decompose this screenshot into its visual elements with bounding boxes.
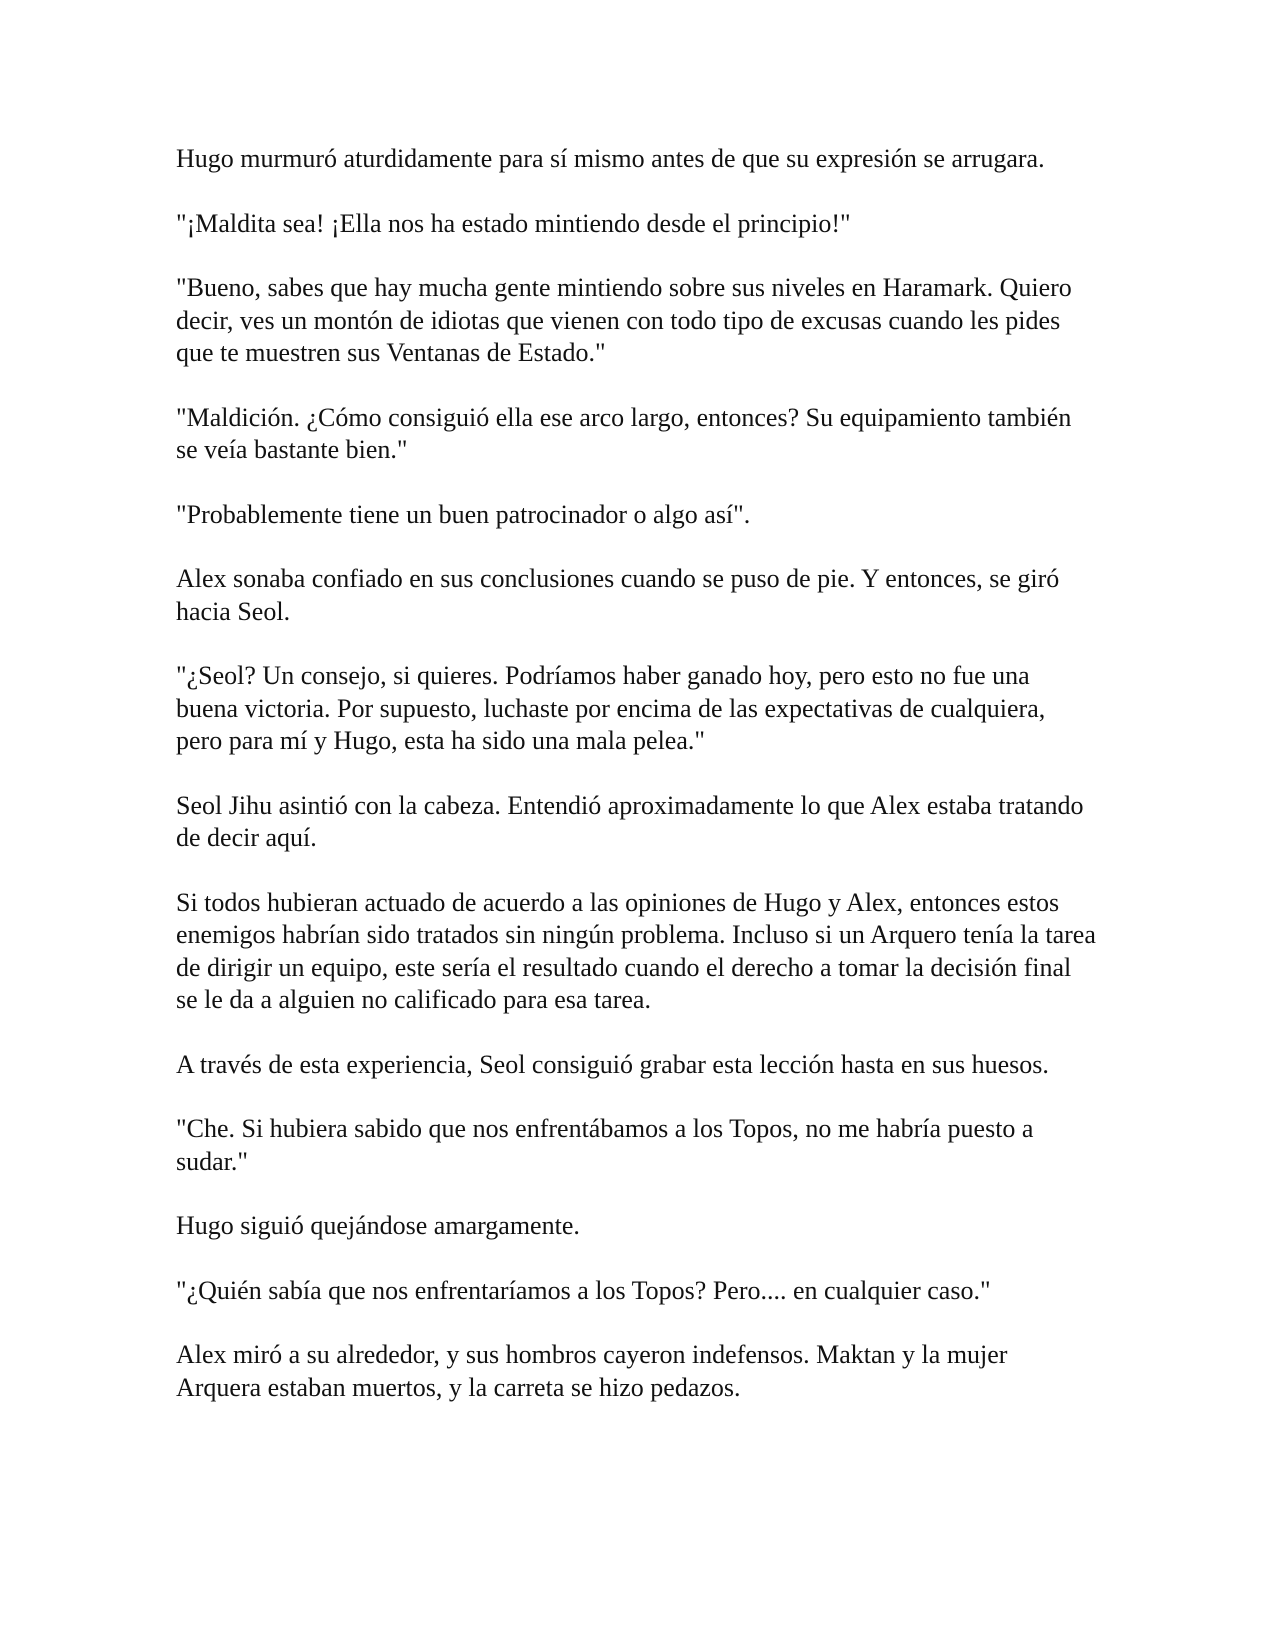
paragraph-14: Alex miró a su alrededor, y sus hombros cayeron indefensos. Maktan y la mujer Arquera estaban muertos, y la carreta se hizo pedazos. xyxy=(176,1340,1008,1402)
paragraph-13: "¿Quién sabía que nos enfrentaríamos a los Topos? Pero.... en cualquier caso." xyxy=(176,1275,991,1305)
paragraph-4: "Maldición. ¿Cómo consiguió ella ese arco largo, entonces? Su equipamiento también se veía bastante bien." xyxy=(176,402,1072,464)
document-body xyxy=(176,143,1096,1436)
paragraph-2: "¡Maldita sea! ¡Ella nos ha estado mintiendo desde el principio!" xyxy=(176,208,851,238)
paragraph-7: "¿Seol? Un consejo, si quieres. Podríamos haber ganado hoy, pero esto no fue una buena victoria. Por supuesto, luchaste por encima de las expectativas de cualquiera, pero para mí y Hugo, esta ha sido una mala pelea." xyxy=(176,661,1046,755)
paragraph-12: Hugo siguió quejándose amargamente. xyxy=(176,1211,580,1240)
paragraph-5: "Probablemente tiene un buen patrocinador o algo así". xyxy=(176,499,751,529)
paragraph-3: "Bueno, sabes que hay mucha gente mintiendo sobre sus niveles en Haramark. Quiero decir, ves un montón de idiotas que vienen con todo tipo de excusas cuando les pides que te muestren sus Ventanas de Estado." xyxy=(176,273,1072,367)
paragraph-9: Si todos hubieran actuado de acuerdo a las opiniones de Hugo y Alex, entonces estos enemigos habrían sido tratados sin ningún problema. Incluso si un Arquero tenía la tarea de dirigir un equipo, este sería el resultado cuando el derecho a tomar la decisión final se le da a alguien no calificado para esa tarea. xyxy=(176,887,1096,1014)
paragraph-11: "Che. Si hubiera sabido que nos enfrentábamos a los Topos, no me habría puesto a sudar." xyxy=(176,1114,1034,1176)
paragraph-6: Alex sonaba confiado en sus conclusiones cuando se puso de pie. Y entonces, se giró hacia Seol. xyxy=(176,564,1060,626)
paragraph-1: Hugo murmuró aturdidamente para sí mismo antes de que su expresión se arrugara. xyxy=(176,144,1045,173)
paragraph-8: Seol Jihu asintió con la cabeza. Entendió aproximadamente lo que Alex estaba tratando de decir aquí. xyxy=(176,790,1084,852)
paragraph-10: A través de esta experiencia, Seol consiguió grabar esta lección hasta en sus huesos. xyxy=(176,1049,1049,1079)
